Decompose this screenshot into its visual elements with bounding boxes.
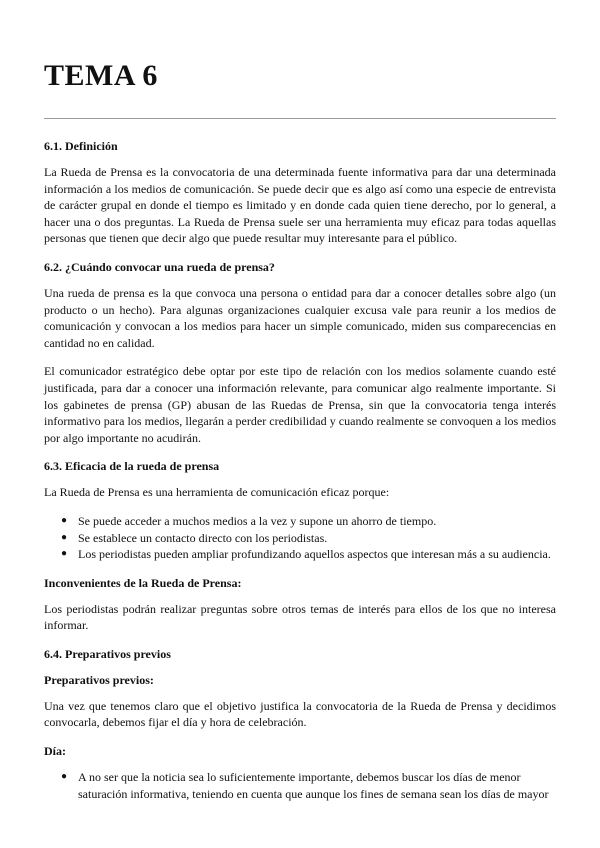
paragraph-cuando-convocar-2: El comunicador estratégico debe optar por este tipo de relación con los medios solamente cuando esté justificada, para dar a conocer una información relevante, para comunicar algo realmente importante. Si los gabinetes de prensa (GP) abusan de las Ruedas de Prensa, sin que la convocatoria tenga interés informativo para los medios, llegarán a perder credibilidad y cuando realmente se convoquen a los medios por algo importante no acudirán. xyxy=(44,364,556,445)
eficacia-bullet-list xyxy=(44,513,556,563)
list-item xyxy=(61,513,556,530)
section-heading-eficacia: 6.3. Eficacia de la rueda de prensa xyxy=(44,459,220,474)
section-heading-cuando-convocar: 6.2. ¿Cuándo convocar una rueda de prensa? xyxy=(44,259,275,274)
title-divider xyxy=(44,118,556,119)
list-item xyxy=(61,769,556,802)
section-heading-definicion: 6.1. Definición xyxy=(44,139,118,153)
paragraph-eficacia-intro: La Rueda de Prensa es una herramienta de comunicación eficaz porque: xyxy=(44,485,390,500)
subheading-inconvenientes: Inconvenientes de la Rueda de Prensa: xyxy=(44,575,242,590)
list-item-text: Se puede acceder a muchos medios a la vez y supone un ahorro de tiempo. xyxy=(78,513,437,528)
paragraph-preparativos: Una vez que tenemos claro que el objetivo justifica la convocatoria de la Rueda de Prensa y decidimos convocarla, debemos fijar el día y hora de celebración. xyxy=(44,698,556,730)
list-item xyxy=(61,546,556,563)
document-body xyxy=(44,138,556,814)
paragraph-inconvenientes: Los periodistas podrán realizar preguntas sobre otros temas de interés para ellos de los que no interesa informar. xyxy=(44,601,556,633)
paragraph-cuando-convocar-1: Una rueda de prensa es la que convoca una persona o entidad para dar a conocer detalles sobre algo (un producto o un hecho). Para algunas organizaciones cualquier excusa vale para reunir a los medios de comunicación y convocan a los medios para hacer un simple comunicado, miden sus comparecencias en cantidad no en calidad. xyxy=(44,285,556,350)
paragraph-definicion: La Rueda de Prensa es la convocatoria de una determinada fuente informativa para dar una determinada información a los medios de comunicación. Se puede decir que es algo así como una especie de entrevista de carácter grupal en donde el tiempo es limitado y en donde cada quien tiene derecho, por lo general, a hacer una o dos preguntas. La Rueda de Prensa suele ser una herramienta muy eficaz para todas aquellas personas que tienen que decir algo que puede resultar muy interesante para el público. xyxy=(44,165,556,246)
section-heading-preparativos: 6.4. Preparativos previos xyxy=(44,646,171,661)
list-item xyxy=(61,530,556,547)
list-item-text: Se establece un contacto directo con los periodistas. xyxy=(78,530,328,545)
bullet-icon: ● xyxy=(61,548,68,560)
dia-bullet-list xyxy=(44,769,556,802)
list-item-text: Los periodistas pueden ampliar profundizando aquellos aspectos que interesan más a su audiencia. xyxy=(78,547,551,562)
page-title: TEMA 6 xyxy=(44,59,158,92)
bullet-icon: ● xyxy=(61,531,68,543)
subheading-dia: Día: xyxy=(44,744,66,759)
bullet-icon: ● xyxy=(61,514,68,526)
list-item-text: A no ser que la noticia sea lo suficientemente importante, debemos buscar los días de menor saturación informativa, teniendo en cuenta que aunque los fines de semana sean los días de mayor xyxy=(78,770,549,801)
subheading-preparativos-previos: Preparativos previos: xyxy=(44,672,154,687)
bullet-icon: ● xyxy=(61,771,68,783)
